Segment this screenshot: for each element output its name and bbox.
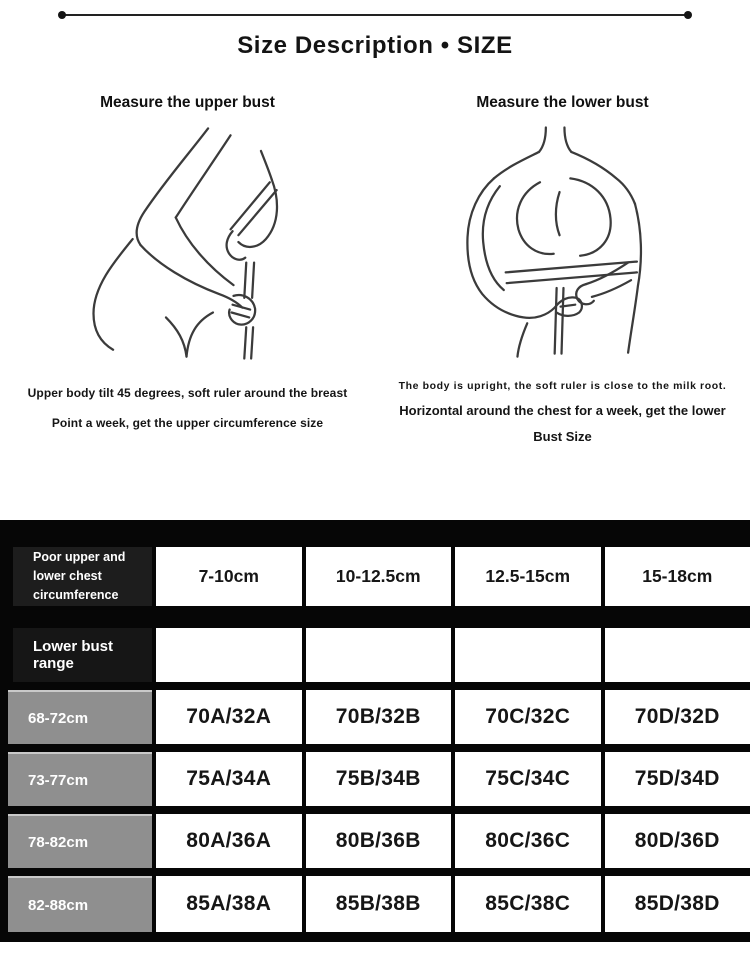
caption-line: Point a week, get the upper circumference size — [28, 408, 348, 438]
lower-bust-heading: Measure the lower bust — [476, 94, 648, 112]
caption-line: Horizontal around the chest for a week, get the lower — [399, 398, 727, 424]
lower-bust-illustration — [445, 124, 680, 362]
size-chart-table — [0, 520, 750, 942]
upright-figure-line-art — [445, 124, 680, 362]
row-label-cell: 82-88cm — [8, 876, 152, 932]
size-cell: 80A/36A — [156, 814, 302, 868]
table-header-row — [0, 547, 750, 606]
size-cell: 85D/38D — [605, 876, 750, 932]
row-label-cell: 73-77cm — [8, 752, 152, 806]
column-header: 15-18cm — [605, 547, 750, 606]
size-cell: 85A/38A — [156, 876, 302, 932]
size-cell: 75D/34D — [605, 752, 750, 806]
header-label-cell: Poor upper and lower chest circumference — [13, 547, 152, 606]
table-row — [0, 690, 750, 744]
table-row — [0, 814, 750, 868]
bending-figure-line-art — [70, 124, 305, 362]
column-header: 12.5-15cm — [455, 547, 601, 606]
page-title: Size Description • SIZE — [0, 32, 750, 60]
size-cell: 80D/36D — [605, 814, 750, 868]
row-label-cell: 78-82cm — [8, 814, 152, 868]
size-description-page — [0, 14, 750, 957]
lower-bust-caption — [399, 374, 727, 450]
measurement-instructions — [0, 94, 750, 450]
subheader-label-cell: Lower bust range — [13, 628, 152, 682]
table-row — [0, 752, 750, 806]
row-label-cell: 68-72cm — [8, 690, 152, 744]
size-cell: 85B/38B — [306, 876, 452, 932]
size-cell: 80B/36B — [306, 814, 452, 868]
lower-bust-section — [375, 94, 750, 450]
column-header: 10-12.5cm — [306, 547, 452, 606]
column-header: 7-10cm — [156, 547, 302, 606]
table-subheader-row — [0, 628, 750, 682]
size-cell: 85C/38C — [455, 876, 601, 932]
size-cell: 80C/36C — [455, 814, 601, 868]
size-cell: 70A/32A — [156, 690, 302, 744]
caption-line: Bust Size — [399, 424, 727, 450]
table-row — [0, 876, 750, 932]
size-cell: 70B/32B — [306, 690, 452, 744]
empty-cell — [156, 628, 302, 682]
size-cell: 75C/34C — [455, 752, 601, 806]
upper-bust-caption — [28, 378, 348, 438]
size-cell: 70C/32C — [455, 690, 601, 744]
upper-bust-illustration — [70, 124, 305, 362]
size-cell: 70D/32D — [605, 690, 750, 744]
size-cell: 75B/34B — [306, 752, 452, 806]
size-cell: 75A/34A — [156, 752, 302, 806]
empty-cell — [306, 628, 452, 682]
caption-line: Upper body tilt 45 degrees, soft ruler around the breast — [28, 378, 348, 408]
decorative-divider — [62, 14, 688, 16]
upper-bust-section — [0, 94, 375, 450]
empty-cell — [455, 628, 601, 682]
caption-line: The body is upright, the soft ruler is close to the milk root. — [399, 374, 727, 398]
empty-cell — [605, 628, 750, 682]
upper-bust-heading: Measure the upper bust — [100, 94, 275, 112]
